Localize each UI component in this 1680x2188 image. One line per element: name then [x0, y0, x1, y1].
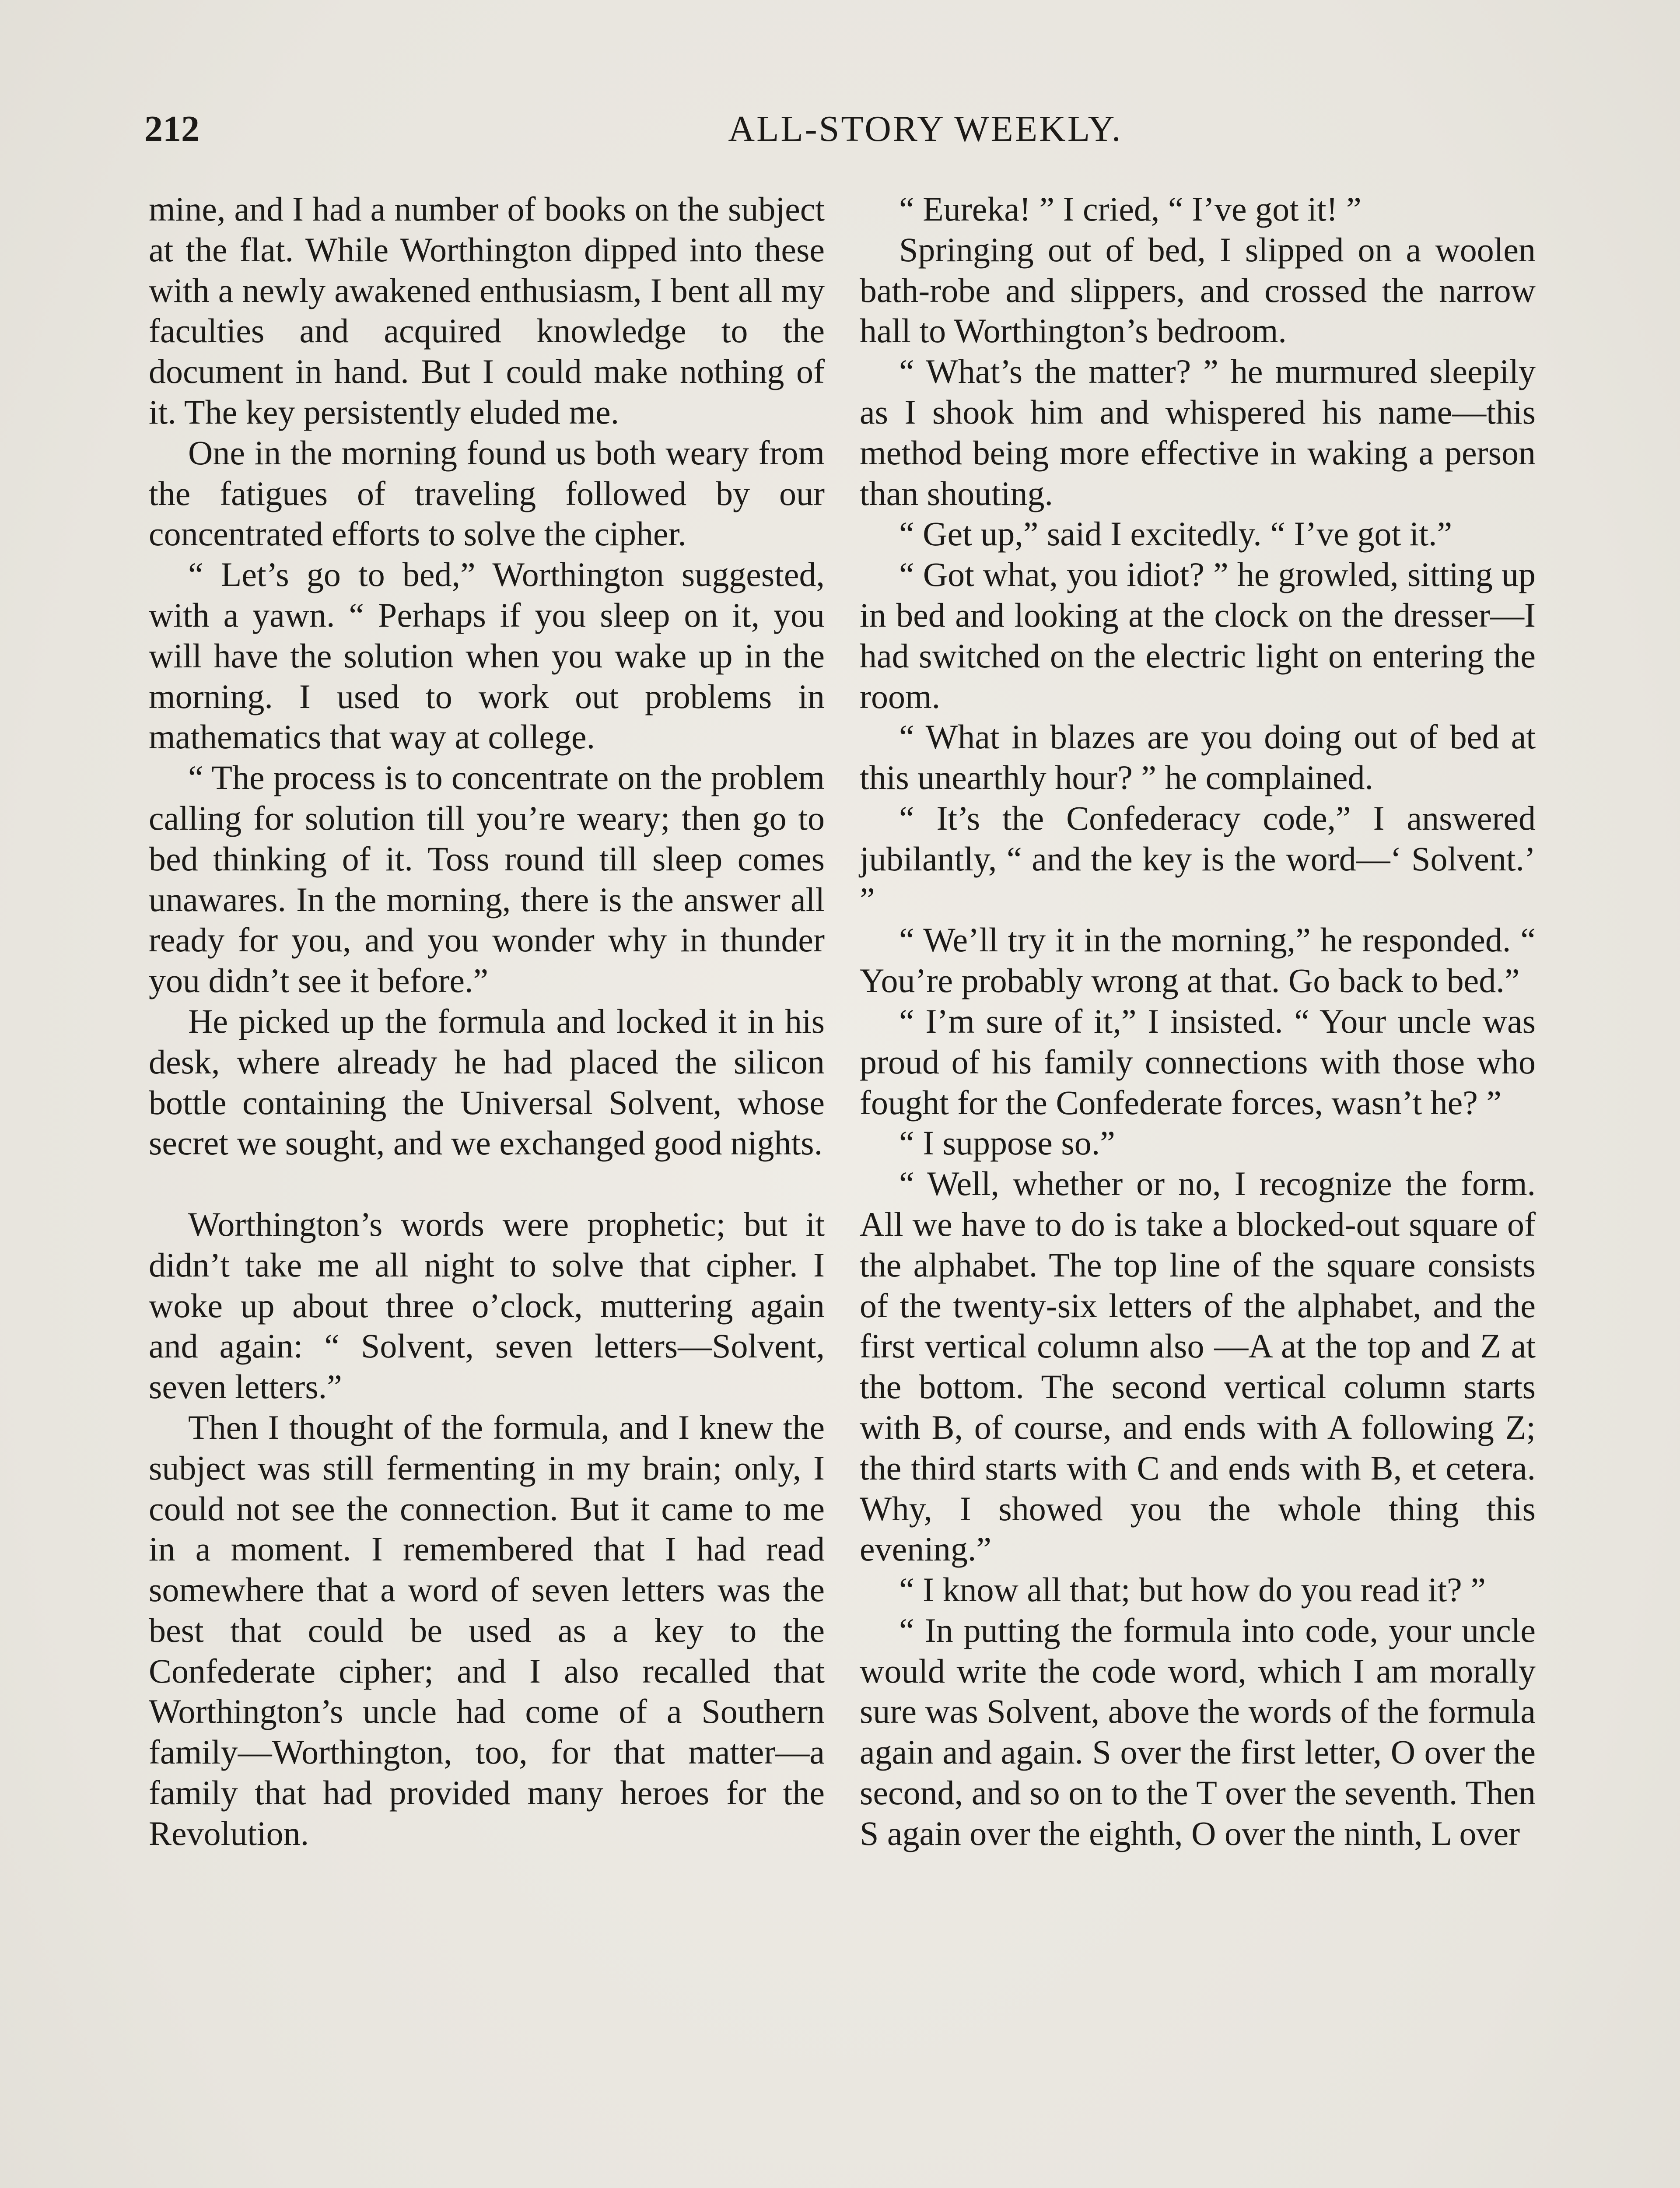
- paragraph: “ I’m sure of it,” I insisted. “ Your uncle was proud of his family connections with those who fought for the Confederate forces, wasn’t he? ”: [860, 1002, 1536, 1122]
- paragraph: “ What’s the matter? ” he murmured sleepily as I shook him and whispered his name—this method being more effective in waking a person than shouting.: [860, 352, 1536, 512]
- paragraph: “ Well, whether or no, I recognize the form. All we have to do is take a blocked-out square of the alphabet. The top line of the square consists of the twenty-six letters of the alphabet, and the first vertical column also —A at the top and Z at the bottom. The second vertical column starts with B, of course, and ends with A following Z; the third starts with C and ends with B, et cetera. Why, I showed you the whole thing this evening.”: [860, 1164, 1536, 1568]
- paragraph: Worthington’s words were prophetic; but it didn’t take me all night to solve that cipher. I woke up about three o’clock, muttering again and again: “ Solvent, seven letters—Solvent, seven letters.”: [149, 1205, 825, 1406]
- paragraph: He picked up the formula and locked it in his desk, where already he had placed the silicon bottle containing the Universal Solvent, whose secret we sought, and we exchanged good nights.: [149, 1002, 825, 1162]
- paragraph: “ The process is to concentrate on the problem calling for solution till you’re weary; then go to bed thinking of it. Toss round till sleep comes unawares. In the morning, there is the answer all ready for you, and you wonder why in thunder you didn’t see it before.”: [149, 758, 825, 1000]
- paragraph: “ In putting the formula into code, your uncle would write the code word, which I am morally sure was Solvent, above the words of the formula again and again. S over the first letter, O over the second, and so on to the T over the seventh. Then S again over the eighth, O over the ninth, L over: [860, 1611, 1536, 1852]
- paragraph: Springing out of bed, I slipped on a woolen bath-robe and slippers, and crossed the narrow hall to Worthington’s bedroom.: [860, 230, 1536, 350]
- paragraph: “ I suppose so.”: [899, 1124, 1115, 1162]
- paragraph: “ I know all that; but how do you read it? ”: [899, 1571, 1486, 1609]
- paragraph: Then I thought of the formula, and I knew the subject was still fermenting in my brain; only, I could not see the connection. But it came to me in a moment. I remembered that I had read somewhere that a word of seven letters was the best that could be used as a key to the Confederate cipher; and I also recalled that Worthington’s uncle had come of a Southern family—Worthington, too, for that matter—a family that had provided many heroes for the Revolution.: [149, 1408, 825, 1852]
- paragraph: “ Eureka! ” I cried, “ I’ve got it! ”: [899, 190, 1362, 228]
- paragraph: “ Got what, you idiot? ” he growled, sitting up in bed and looking at the clock on the dresser—I had switched on the electric light on entering the room.: [860, 555, 1536, 715]
- left-column: [149, 189, 825, 1854]
- paragraph: “ We’ll try it in the morning,” he responded. “ You’re probably wrong at that. Go back to bed.”: [860, 921, 1536, 1000]
- paragraph: One in the morning found us both weary from the fatigues of traveling followed by our concentrated efforts to solve the cipher.: [149, 433, 825, 553]
- paragraph: “ Let’s go to bed,” Worthington suggested, with a yawn. “ Perhaps if you sleep on it, you will have the solution when you wake up in the morning. I used to work out problems in mathematics that way at college.: [149, 555, 825, 756]
- paragraph: “ It’s the Confederacy code,” I answered jubilantly, “ and the key is the word—‘ Solvent.’ ”: [860, 799, 1536, 919]
- running-title: ALL-STORY WEEKLY.: [728, 109, 1123, 149]
- right-column: [860, 189, 1536, 1854]
- paragraph: “ What in blazes are you doing out of bed at this unearthly hour? ” he complained.: [860, 718, 1536, 797]
- page-number: 212: [144, 109, 200, 149]
- page-header: [144, 103, 1544, 155]
- paragraph: mine, and I had a number of books on the subject at the flat. While Worthington dipped into these with a newly awakened enthusiasm, I bent all my faculties and acquired knowledge to the document in hand. But I could make nothing of it. The key persistently eluded me.: [149, 190, 825, 431]
- paragraph: “ Get up,” said I excitedly. “ I’ve got it.”: [899, 515, 1452, 553]
